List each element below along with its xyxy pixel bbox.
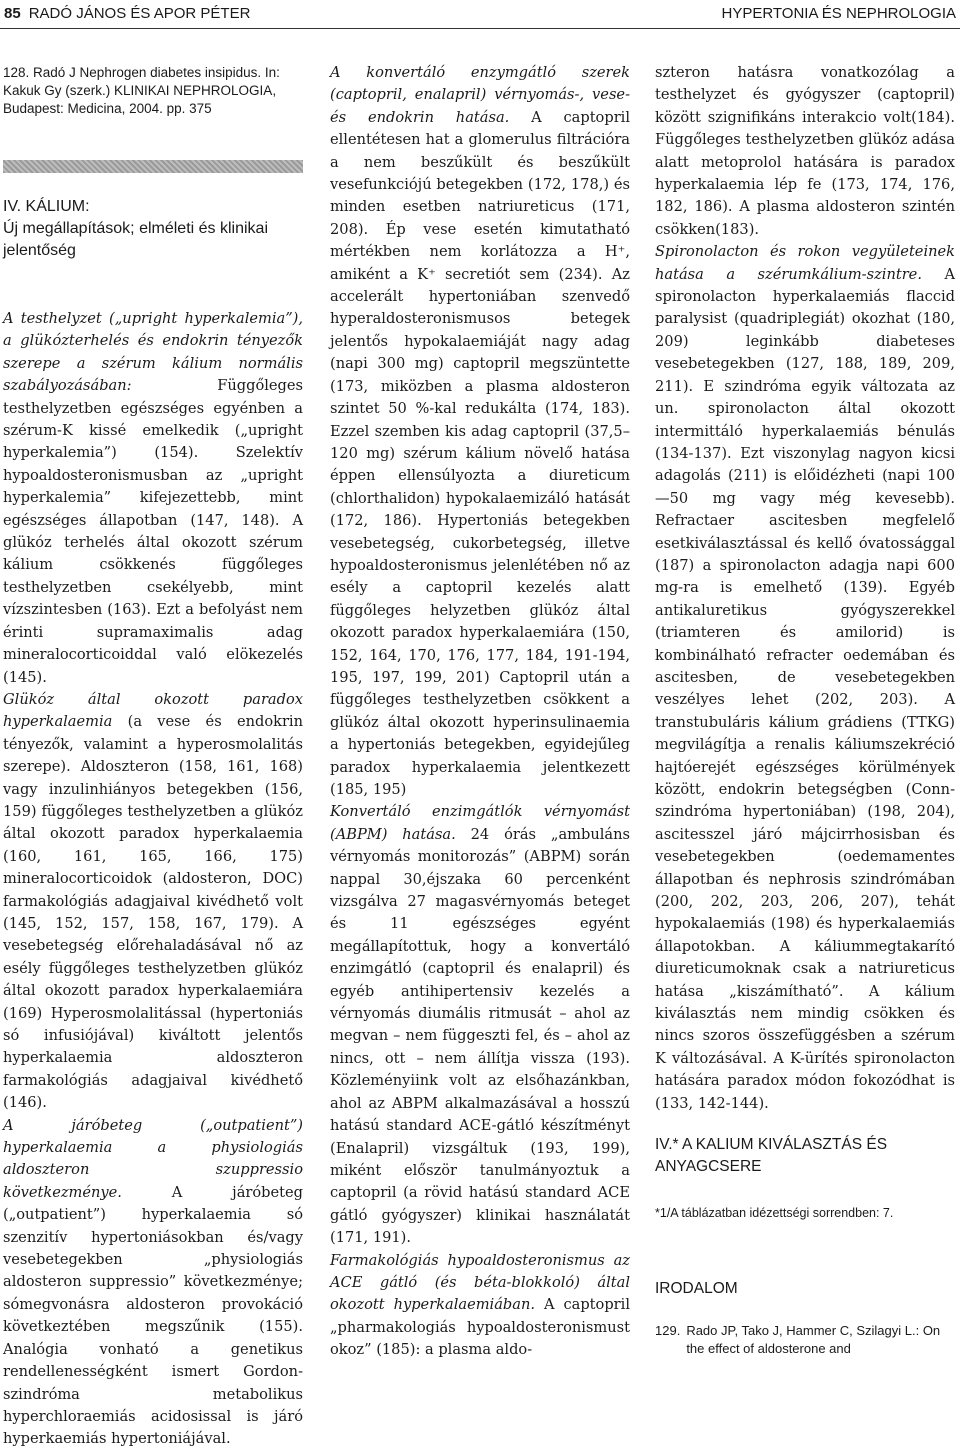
- paragraph-lead: Spironolacton és rokon vegyületeinek hatása a szérumkálium-szintre.: [655, 243, 955, 283]
- header-journal: HYPERTONIA ÉS NEPHROLOGIA: [721, 5, 956, 22]
- paragraph: [330, 801, 630, 1249]
- paragraph-text: A captopril ellentétesen hat a glomerulus filtrációra a nem beszűkült és beszűkült vesefunkciójú betegekben (172, 178,) és minden esetben natriureticus (171, 208). Ép vese esetén kimutatható mértékben nem korlátozza a H⁺, amiként a K⁺ secretiót sem (234). Az accelerált hypertoniában szenvedő hyperaldosteronismusos betegek jelentős hypokalaemiáját nagy adag (napi 300 mg) captopril megszüntette (173, miközben a plasma aldosteron szintet 50 %-kal redukálta (174, 183). Ezzel szemben kis adag captopril (37,5–120 mg) szérum kálium növelő hatása éppen ellensúlyozta a diureticum (chlorthalidon) hypokalaemizáló hatását (172, 186). Hypertoniás betegekben vesebetegség, cukorbetegség, illetve hypoaldosteronismus jelenlétében nő az esély a captopril kezelés alatt függőleges helyzetben glükóz által okozott paradox hyperkalaemiára (150, 152, 164, 170, 176, 177, 184, 191-194, 195, 197, 199, 201) Captopril után a függőleges testhelyzetben csökkent a glükóz által okozott hyperinsulinaemia a hypertoniás betegekben, egyidejűleg paradox hyperkalaemia jelentkezett (185, 195): [330, 108, 631, 798]
- header-rule: [0, 28, 960, 29]
- reference-text: Rado JP, Tako J, Hammer C, Szilagyi L.: On the effect of aldosterone and: [686, 1323, 941, 1356]
- paragraph-text: (a vese és endokrin tényezők, valamint a hyperosmolalitás szerepe). Aldoszteron (158, 161, 168) vagy inzulinhiányos betegekben (156, 159) függőleges testhelyzetben a glükóz által okozott paradox hyperkalaemia (160, 161, 165, 166, 175) mineralocorticoidok (aldosteron, DOC) farmakológiás adagjaival kivédhető volt (145, 152, 157, 158, 167, 179). A vesebetegség előrehaladásával nő az esély függőleges testhelyzetben glükóz által okozott paradox hyperkalaemiára (169) Hyperosmolalitással (hypertoniás só infusiójával) kiváltott jelentős hyperkalaemia aldoszteron farmakológiás adagjaival kivédhető (146).: [3, 713, 303, 1112]
- paragraph: [3, 1115, 303, 1451]
- paragraph: [655, 241, 955, 1115]
- paragraph: [330, 62, 630, 801]
- paragraph-text: 24 órás „ambuláns vérnyomás monitorozás” (ABPM) során nappal 30,éjszaka 60 percenként vizsgálva 27 magasvérnyomás beteget és 11 egészséges egyént megállapítottuk, hogy a konvertáló enzimgátló (captopril és enalapril) és egyéb antihipertensiv kezelés a vérnyomás diumális ritmusát – ahol az megvan – nem függeszti fel, és – ahol az nincs, ott – nem állítja vissza (193). Közleményiink volt az elsőhazánkban, ahol az ABPM alkalmazásával a hosszú hatású standard ACE-gátló készítményt (Enalapril) vizsgáltuk (193, 199), miként először tanulmányoztuk a captopril (a rövid hatású standard ACE gátló gyógyszer) klinikai használatát (171, 191).: [330, 825, 630, 1247]
- paragraph: [3, 689, 303, 1115]
- paragraph-lead: Glükóz által okozott paradox hyperkalaemia: [3, 690, 303, 731]
- paragraph-text: A spironolacton hyperkalaemiás flaccid paralysist (quadriplegiát) okozhat (180, 209) leginkább diabeteses vesebetegekben (127, 188, 189, 209, 211). E szindróma egyik változata az un. spironolacton által okozott intermittáló hyperkalaemiás bénulás (134-137). Ezt viszonylag nagyon kicsi adagolás (211) is előidézheti (napi 100—50 mg vagy még kevesebb). Refractaer ascitesben megfelelő esetkiválasztással és kellő óvatossággal (187) a spironolacton adagja napi 600 mg-ra is emelhető (139). Egyéb antikaluretikus gyógyszerekkel (triamteren és amilorid) is kombinálható refracter oedemában és ascitesben, de vesebetegekben veszélyes lehet (202, 203). A transtubuláris kálium grádiens (TTKG) megvilágítja a renalis káliumszekréció hajtóerejét egészséges körülmények között, endokrin betegségben (Conn-szindróma hypertoniában) (198, 204), ascitesszel járó májcirrhosisban és vesebetegekben (oedemamentes állapotban és nephrosis szindrómában (200, 202, 203, 206, 207), tehát hypokalaemiás (198) és hyperkalaemiás állapotokban. A káliummegtakarító diureticumoknak csak a natriureticus hatása „kiszámítható”. A kálium kiválasztás nem mindig csökken és nincs szoros összefüggésben a szérum K változásával. A K-ürítés spironolacton hatására paradox módon fokozódhat is (133, 142-144).: [655, 265, 955, 1112]
- paragraph: [330, 1250, 630, 1362]
- section-divider-bar: [3, 160, 303, 173]
- running-header: [0, 0, 960, 28]
- header-authors: RADÓ JÁNOS ÉS APOR PÉTER: [28, 5, 251, 22]
- section-number: IV. KÁLIUM:: [3, 198, 90, 215]
- paragraph-lead: A konvertáló enzymgátló szerek (captopril, enalapril) vérnyomás-, vese- és endokrin hatása.: [330, 64, 630, 126]
- paragraph-text: Függőleges testhelyzetben egészséges egyénben a szérum-K kissé emelkedik („upright hyperkalemia”) (154). Szelektív hypoaldosteronismusban az „upright hyperkalemia” kifejezettebb, mint egészséges állapotban (147, 148). A glükóz terhelés által okozott szérum kálium csökkenés függőleges testhelyzetben csekélyebb, mint vízszintesben (163). Ezt a befolyást nem érinti supramaximalis adag mineralocorticoiddal való elökezelés (145).: [3, 377, 303, 686]
- paragraph: [3, 308, 303, 689]
- paragraph: szteron hatásra vonatkozólag a testhelyzet és gyógyszer (captopril) között szignifikáns interakcio volt(184). Függőleges testhelyzetben glükóz adása alatt metoprolol hatására is paradox hyperkalaemia lép fe (173, 174, 176, 182, 186). A plasma aldosteron szintén csökken(183).: [655, 64, 955, 238]
- paragraph-lead: Farmakológiás hypoaldosteronismus az ACE gátló (és béta-blokkoló) által okozott hyperkalaemiában.: [330, 1251, 630, 1314]
- page-number: 85: [4, 5, 21, 22]
- footnote: *1/A táblázatban idézettségi sorrendben: 7.: [655, 1206, 894, 1220]
- paragraph-text: A captopril „pharmakologiás hypoaldosteronismust okoz” (185): a plasma aldo-: [330, 1296, 630, 1359]
- irodalom-heading: IRODALOM: [655, 1280, 738, 1297]
- header-left: [4, 0, 250, 28]
- paragraph-text: A járóbeteg („outpatient”) hyperkalaemia só szenzitív hypertoniásokban és/vagy vesebetegekben „physiologiás aldosteron suppressio” következménye; sómegvonásra aldosteron provokáció következtében megszűnik (155). Analógia vonható a genetikus rendellenességként ismert Gordon-szindróma metabolikus hyperchloraemiás acidosissal is járó hyperkaemiás hypertoniájával.: [3, 1183, 303, 1448]
- paragraph-lead: A járóbeteg („outpatient”) hyperkalaemia a physiologiás aldoszteron szuppressio következménye.: [3, 1116, 303, 1201]
- reference-number: 129.: [655, 1323, 681, 1338]
- paragraph-lead: Konvertáló enzimgátlók vérnyomást (ABPM) hatása.: [330, 803, 630, 843]
- paragraph-lead: A testhelyzet („upright hyperkalemia”), a glükózterhelés és endokrin tényezők szerepe a szérum kálium normális szabályozásában:: [3, 310, 303, 395]
- reference-129: [655, 1322, 955, 1358]
- section-heading-kalium: IV.* A KALIUM KIVÁLASZTÁS ÉS ANYAGCSERE: [655, 1136, 888, 1175]
- reference-128: 128. Radó J Nephrogen diabetes insipidus. In: Kakuk Gy (szerk.) KLINIKAI NEPHROLOGIA, Budapest: Medicina, 2004. pp. 375: [3, 65, 280, 116]
- section-title: Új megállapítások; elméleti és klinikai jelentőség: [3, 220, 268, 259]
